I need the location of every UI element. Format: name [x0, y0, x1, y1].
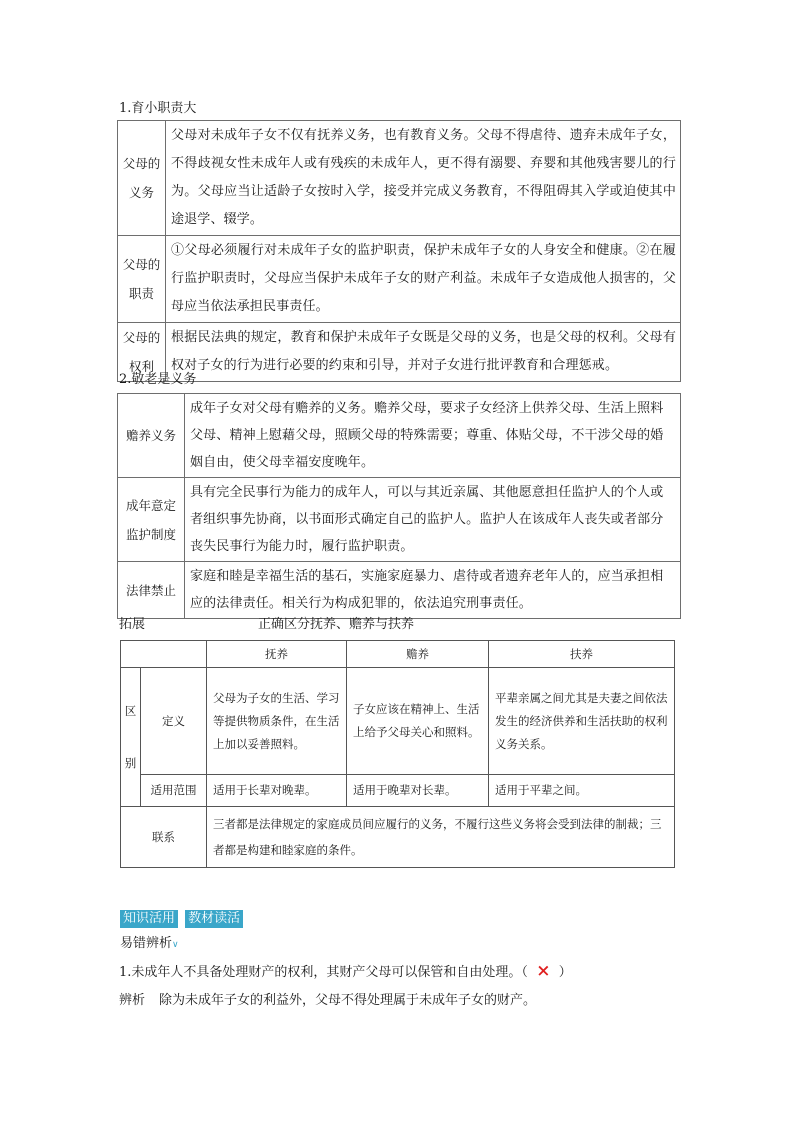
column-header: 赡养: [347, 641, 489, 668]
table-row: [118, 121, 681, 236]
extension-title: 正确区分抚养、赡养与扶养: [258, 617, 415, 632]
analysis-label: 辨析: [119, 993, 146, 1008]
link-label: 联系: [121, 807, 207, 868]
table-header-row: [121, 641, 675, 668]
section-2-title: 2.敬老是义务: [119, 372, 197, 387]
practice-subtitle: 易错辨析∨: [120, 936, 179, 951]
definition-label: 定义: [141, 668, 207, 775]
cross-icon: ×: [536, 961, 551, 981]
row-text: 父母对未成年子女不仅有抚养义务，也有教育义务。父母不得虐待、遗弃未成年子女，不得歧视女性未成年人或有残疾的未成年人，更不得有溺婴、弃婴和其他残害婴儿的行为。父母应当让适龄子女按时入学，接受并完成义务教育，不得阻碍其入学或迫使其中途退学、辍学。: [166, 121, 681, 236]
tag-textbook: 教材读活: [185, 910, 243, 928]
table-row: [118, 236, 681, 323]
scope-cell: 适用于平辈之间。: [489, 775, 675, 807]
elder-duties-table: [117, 393, 681, 619]
row-label: 成年意定 监护制度: [118, 478, 185, 562]
analysis-text: 除为未成年子女的利益外，父母不得处理属于未成年子女的财产。: [159, 993, 537, 1008]
row-text: 具有完全民事行为能力的成年人，可以与其近亲属、其他愿意担任监护人的个人或者组织事先协商，以书面形式确定自己的监护人。监护人在该成年人丧失或者部分丧失民事行为能力时，履行监护职责。: [185, 478, 681, 562]
comparison-table: [120, 640, 675, 868]
table-row: [118, 394, 681, 478]
group-label: 区 别: [121, 668, 141, 807]
row-text: 成年子女对父母有赡养的义务。赡养父母，要求子女经济上供养父母、生活上照料父母、精神上慰藉父母，照顾父母的特殊需要；尊重、体贴父母，不干涉父母的婚姻自由，使父母幸福安度晚年。: [185, 394, 681, 478]
scope-cell: 适用于晚辈对长辈。: [347, 775, 489, 807]
scope-label: 适用范围: [141, 775, 207, 807]
definition-cell: 父母为子女的生活、学习等提供物质条件，在生活上加以妥善照料。: [207, 668, 347, 775]
column-header: 抚养: [207, 641, 347, 668]
extension-tag: 拓展: [119, 617, 146, 632]
header-blank: [121, 641, 207, 668]
row-label: 父母的 义务: [118, 121, 166, 236]
row-text: ①父母必须履行对未成年子女的监护职责，保护未成年子女的人身安全和健康。②在履行监护职责时，父母应当保护未成年子女的财产利益。未成年子女造成他人损害的，父母应当依法承担民事责任。: [166, 236, 681, 323]
row-label: 法律禁止: [118, 562, 185, 619]
practice-analysis: [119, 992, 536, 1010]
table-row: [118, 478, 681, 562]
tag-knowledge: 知识活用: [120, 910, 178, 928]
table-row: [118, 323, 681, 382]
row-label: 父母的 职责: [118, 236, 166, 323]
row-text: 家庭和睦是幸福生活的基石，实施家庭暴力、虐待或者遗弃老年人的，应当承担相应的法律责任。相关行为构成犯罪的，依法追究刑事责任。: [185, 562, 681, 619]
table-row: [121, 775, 675, 807]
section-1-title: 1.育小职责大: [119, 101, 197, 116]
link-text: 三者都是法律规定的家庭成员间应履行的义务，不履行这些义务将会受到法律的制裁；三者都是构建和睦家庭的条件。: [207, 807, 675, 868]
row-label: 父母的 权利: [118, 323, 166, 382]
table-row: [118, 562, 681, 619]
table-row: [121, 807, 675, 868]
practice-tags: [120, 907, 243, 928]
definition-cell: 子女应该在精神上、生活上给予父母关心和照料。: [347, 668, 489, 775]
table-row: [121, 668, 675, 775]
parent-duties-table: [117, 120, 681, 382]
practice-question: 1.未成年人不具备处理财产的权利，其财产父母可以保管和自由处理。（ × ）: [119, 961, 572, 981]
row-label: 赡养义务: [118, 394, 185, 478]
definition-cell: 平辈亲属之间尤其是夫妻之间依法发生的经济供养和生活扶助的权利义务关系。: [489, 668, 675, 775]
column-header: 扶养: [489, 641, 675, 668]
scope-cell: 适用于长辈对晚辈。: [207, 775, 347, 807]
row-text: 根据民法典的规定，教育和保护未成年子女既是父母的义务，也是父母的权利。父母有权对子女的行为进行必要的约束和引导，并对子女进行批评教育和合理惩戒。: [166, 323, 681, 382]
chevron-down-icon: ∨: [172, 940, 179, 950]
